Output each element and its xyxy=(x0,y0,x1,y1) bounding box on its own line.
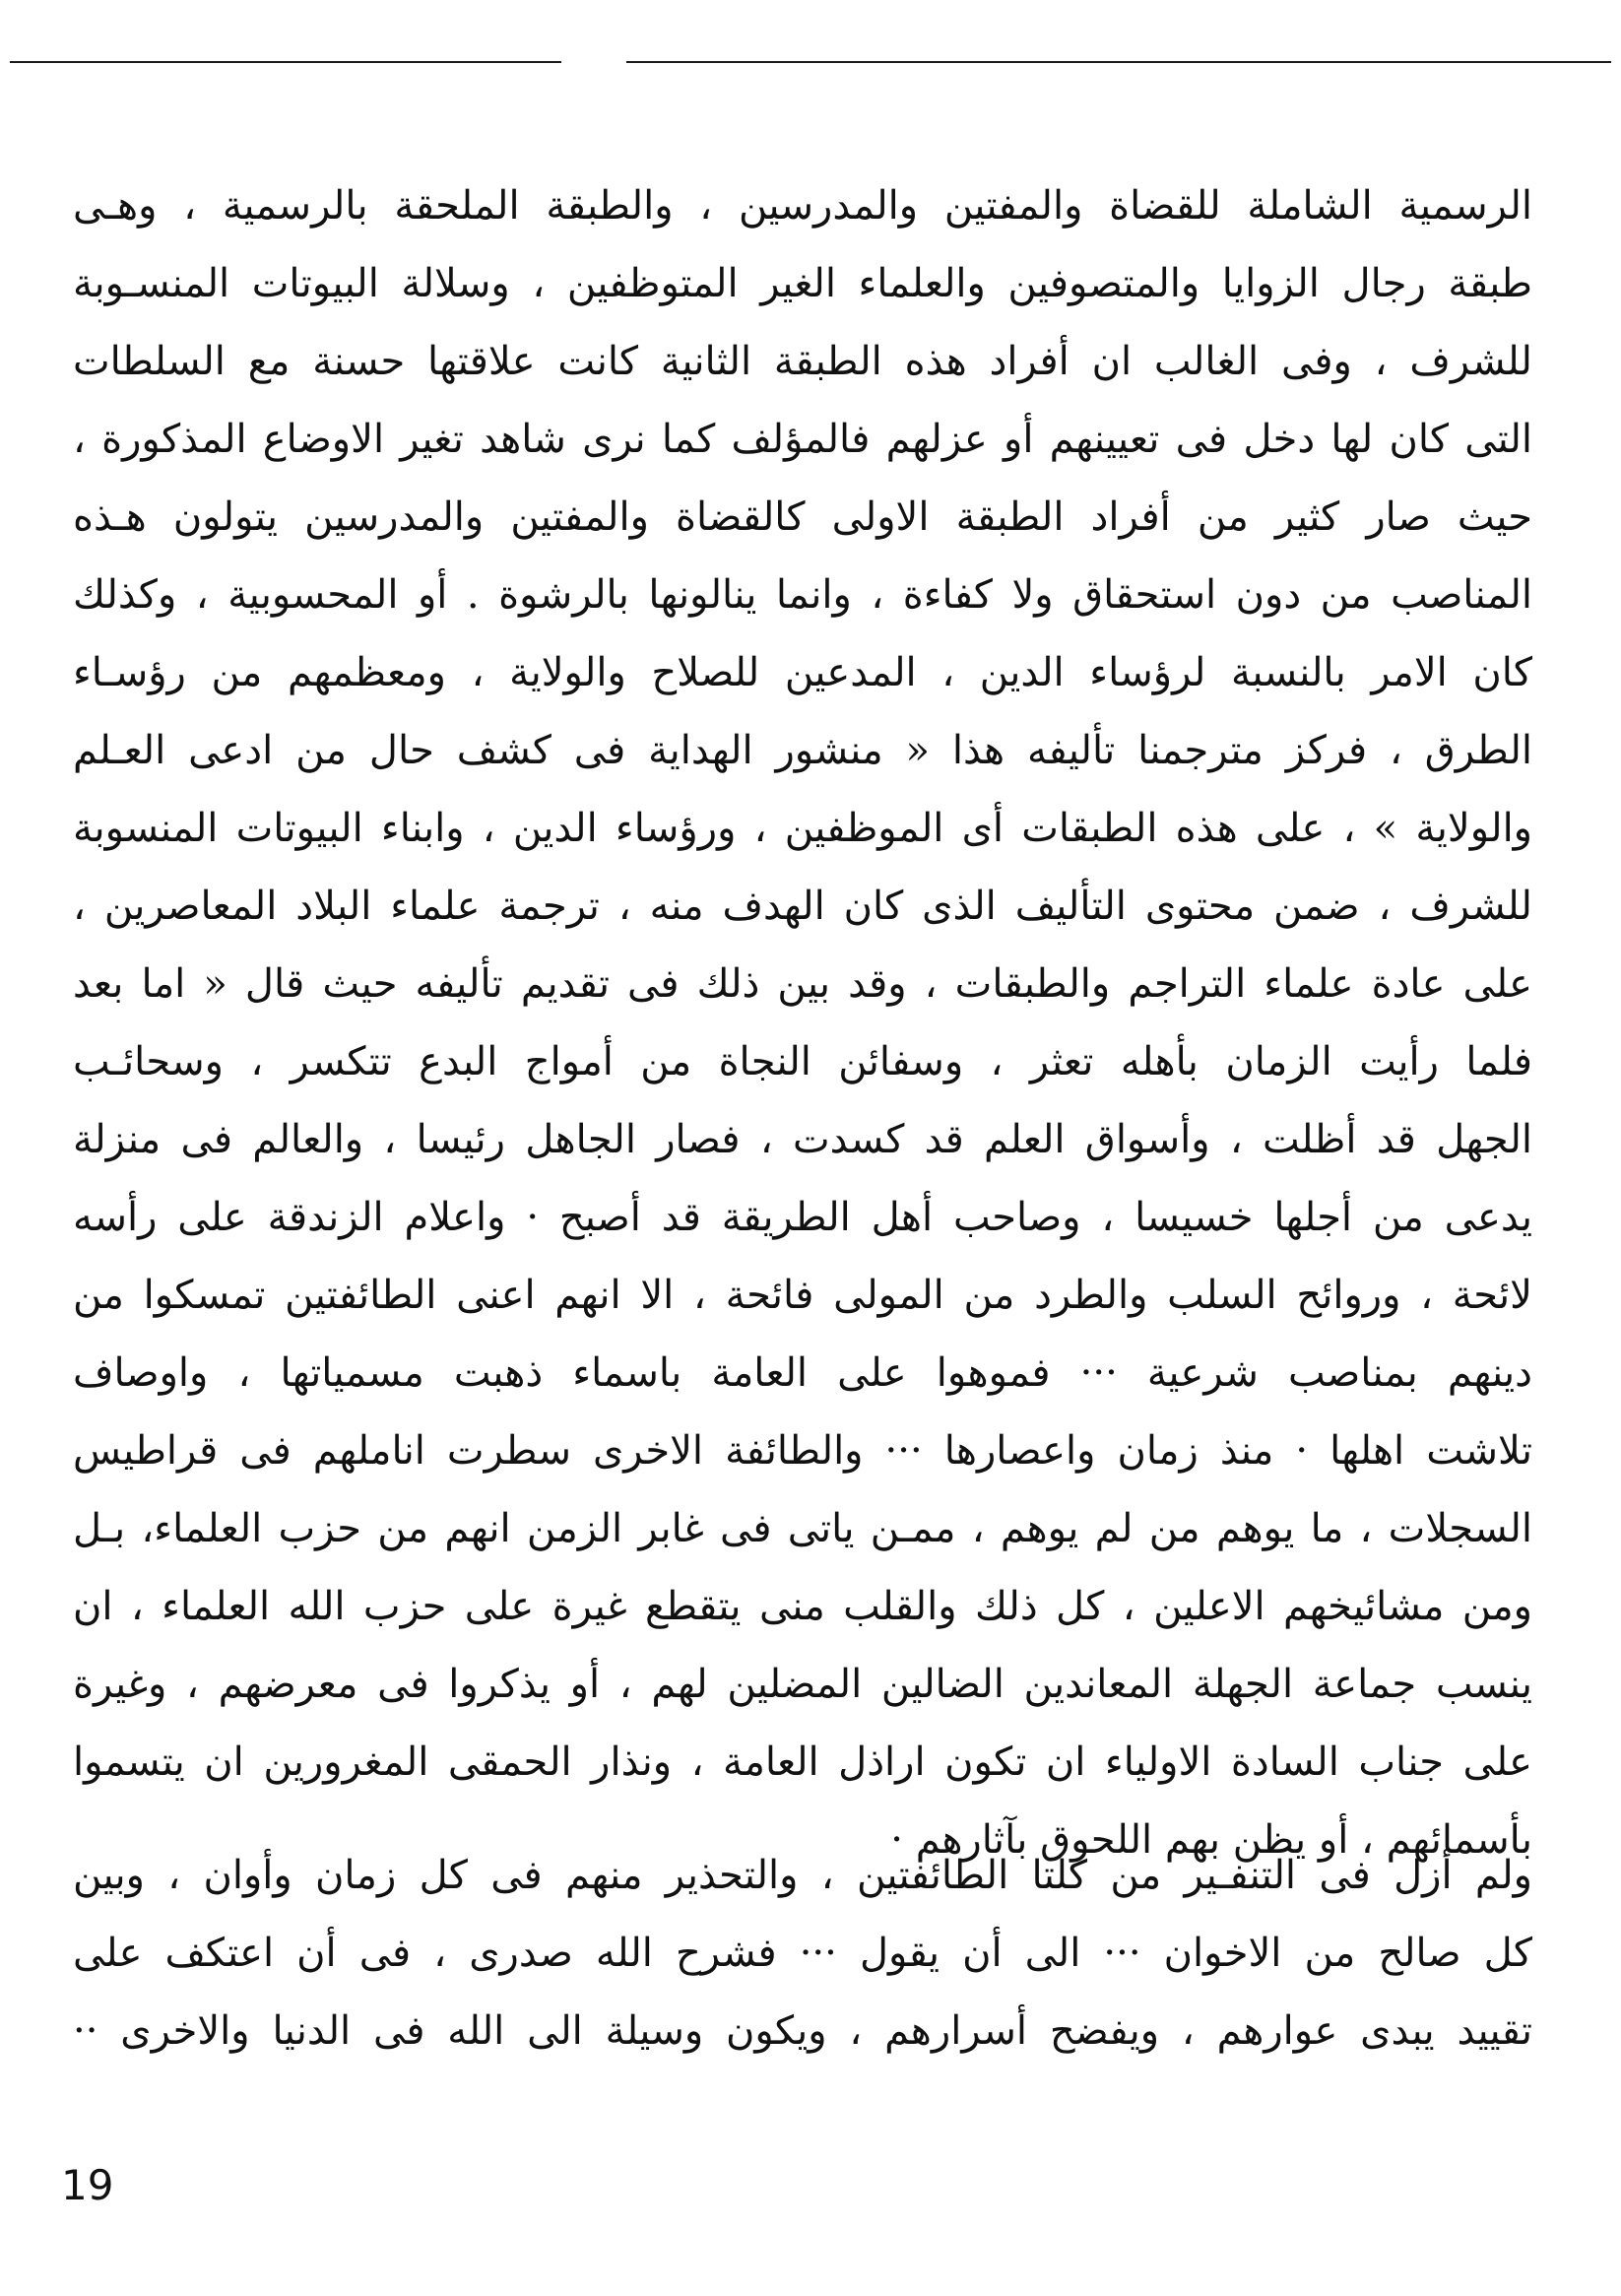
text-line: دينهم بمناصب شرعية ··· فموهوا على العامة باسماء ذهبت مسمياتها ، واوصاف xyxy=(73,1350,1532,1396)
header-rule-right xyxy=(626,61,1611,63)
text-line: بأسمائهم ، أو يظن بهم اللحوق بآثارهم · xyxy=(890,1817,1532,1863)
text-line: تقييد يبدى عوارهم ، ويفضح أسرارهم ، ويكون وسيلة الى الله فى الدنيا والاخرى ·· xyxy=(73,2008,1532,2054)
text-line: لائحة ، وروائح السلب والطرد من المولى فائحة ، الا انهم اعنى الطائفتين تمسكوا من xyxy=(73,1273,1532,1318)
text-line: المناصب من دون استحقاق ولا كفاءة ، وانما ينالونها بالرشوة . أو المحسوبية ، وكذلك xyxy=(73,572,1532,618)
text-line: كل صالح من الاخوان ··· الى أن يقول ··· فشرح الله صدرى ، فى أن اعتكف على xyxy=(73,1931,1532,1976)
text-line: الطرق ، فركز مترجمنا تأليفه هذا « منشور الهداية فى كشف حال من ادعى العـلم xyxy=(73,728,1532,773)
text-line: تلاشت اهلها · منذ زمان واعصارها ··· والطائفة الاخرى سطرت اناملهم فى قراطيس xyxy=(73,1428,1532,1474)
header-rule-left xyxy=(10,61,561,63)
text-line: الجهل قد أظلت ، وأسواق العلم قد كسدت ، فصار الجاهل رئيسا ، والعالم فى منزلة xyxy=(73,1117,1532,1162)
text-line: كان الامر بالنسبة لرؤساء الدين ، المدعين للصلاح والولاية ، ومعظمهم من رؤسـاء xyxy=(73,650,1532,695)
text-line: التى كان لها دخل فى تعيينهم أو عزلهم فالمؤلف كما نرى شاهد تغير الاوضاع المذكورة ، xyxy=(73,417,1532,462)
text-line: ولم أزل فى التنفـير من كلتا الطائفتين ، والتحذير منهم فى كل زمان وأوان ، وبين xyxy=(73,1853,1532,1898)
text-line: ينسب جماعة الجهلة المعاندين الضالين المضلين لهم ، أو يذكروا فى معرضهم ، وغيرة xyxy=(73,1662,1532,1707)
body-paragraph-1 xyxy=(73,167,1532,1879)
text-line: والولاية » ، على هذه الطبقات أى الموظفين ، ورؤساء الدين ، وابناء البيوتات المنسوبة xyxy=(73,806,1532,851)
text-line: طبقة رجال الزوايا والمتصوفين والعلماء الغير المتوظفين ، وسلالة البيوتات المنسـوبة xyxy=(73,261,1532,306)
text-line: على عادة علماء التراجم والطبقات ، وقد بين ذلك فى تقديم تأليفه حيث قال « اما بعد xyxy=(73,961,1532,1007)
text-line: للشرف ، ضمن محتوى التأليف الذى كان الهدف منه ، ترجمة علماء البلاد المعاصرين ، xyxy=(73,884,1532,929)
text-line: ومن مشائيخهم الاعلين ، كل ذلك والقلب منى يتقطع غيرة على حزب الله العلماء ، ان xyxy=(73,1584,1532,1629)
body-paragraph-2 xyxy=(73,1837,1532,2070)
page-number: 19 xyxy=(61,2161,114,2209)
text-line: للشرف ، وفى الغالب ان أفراد هذه الطبقة الثانية كانت علاقتها حسنة مع السلطات xyxy=(73,339,1532,384)
text-line: حيث صار كثير من أفراد الطبقة الاولى كالقضاة والمفتين والمدرسين يتولون هـذه xyxy=(73,494,1532,540)
text-line: فلما رأيت الزمان بأهله تعثر ، وسفائن النجاة من أمواج البدع تتكسر ، وسحائـب xyxy=(73,1039,1532,1084)
text-line: يدعى من أجلها خسيسا ، وصاحب أهل الطريقة قد أصبح · واعلام الزندقة على رأسه xyxy=(73,1195,1532,1240)
text-line: الرسمية الشاملة للقضاة والمفتين والمدرسين ، والطبقة الملحقة بالرسمية ، وهـى xyxy=(73,183,1532,229)
text-line: على جناب السادة الاولياء ان تكون اراذل العامة ، ونذار الحمقى المغرورين ان يتسموا xyxy=(73,1739,1532,1785)
text-line: السجلات ، ما يوهم من لم يوهم ، ممـن ياتى فى غابر الزمن انهم من حزب العلماء، بـل xyxy=(73,1506,1532,1551)
